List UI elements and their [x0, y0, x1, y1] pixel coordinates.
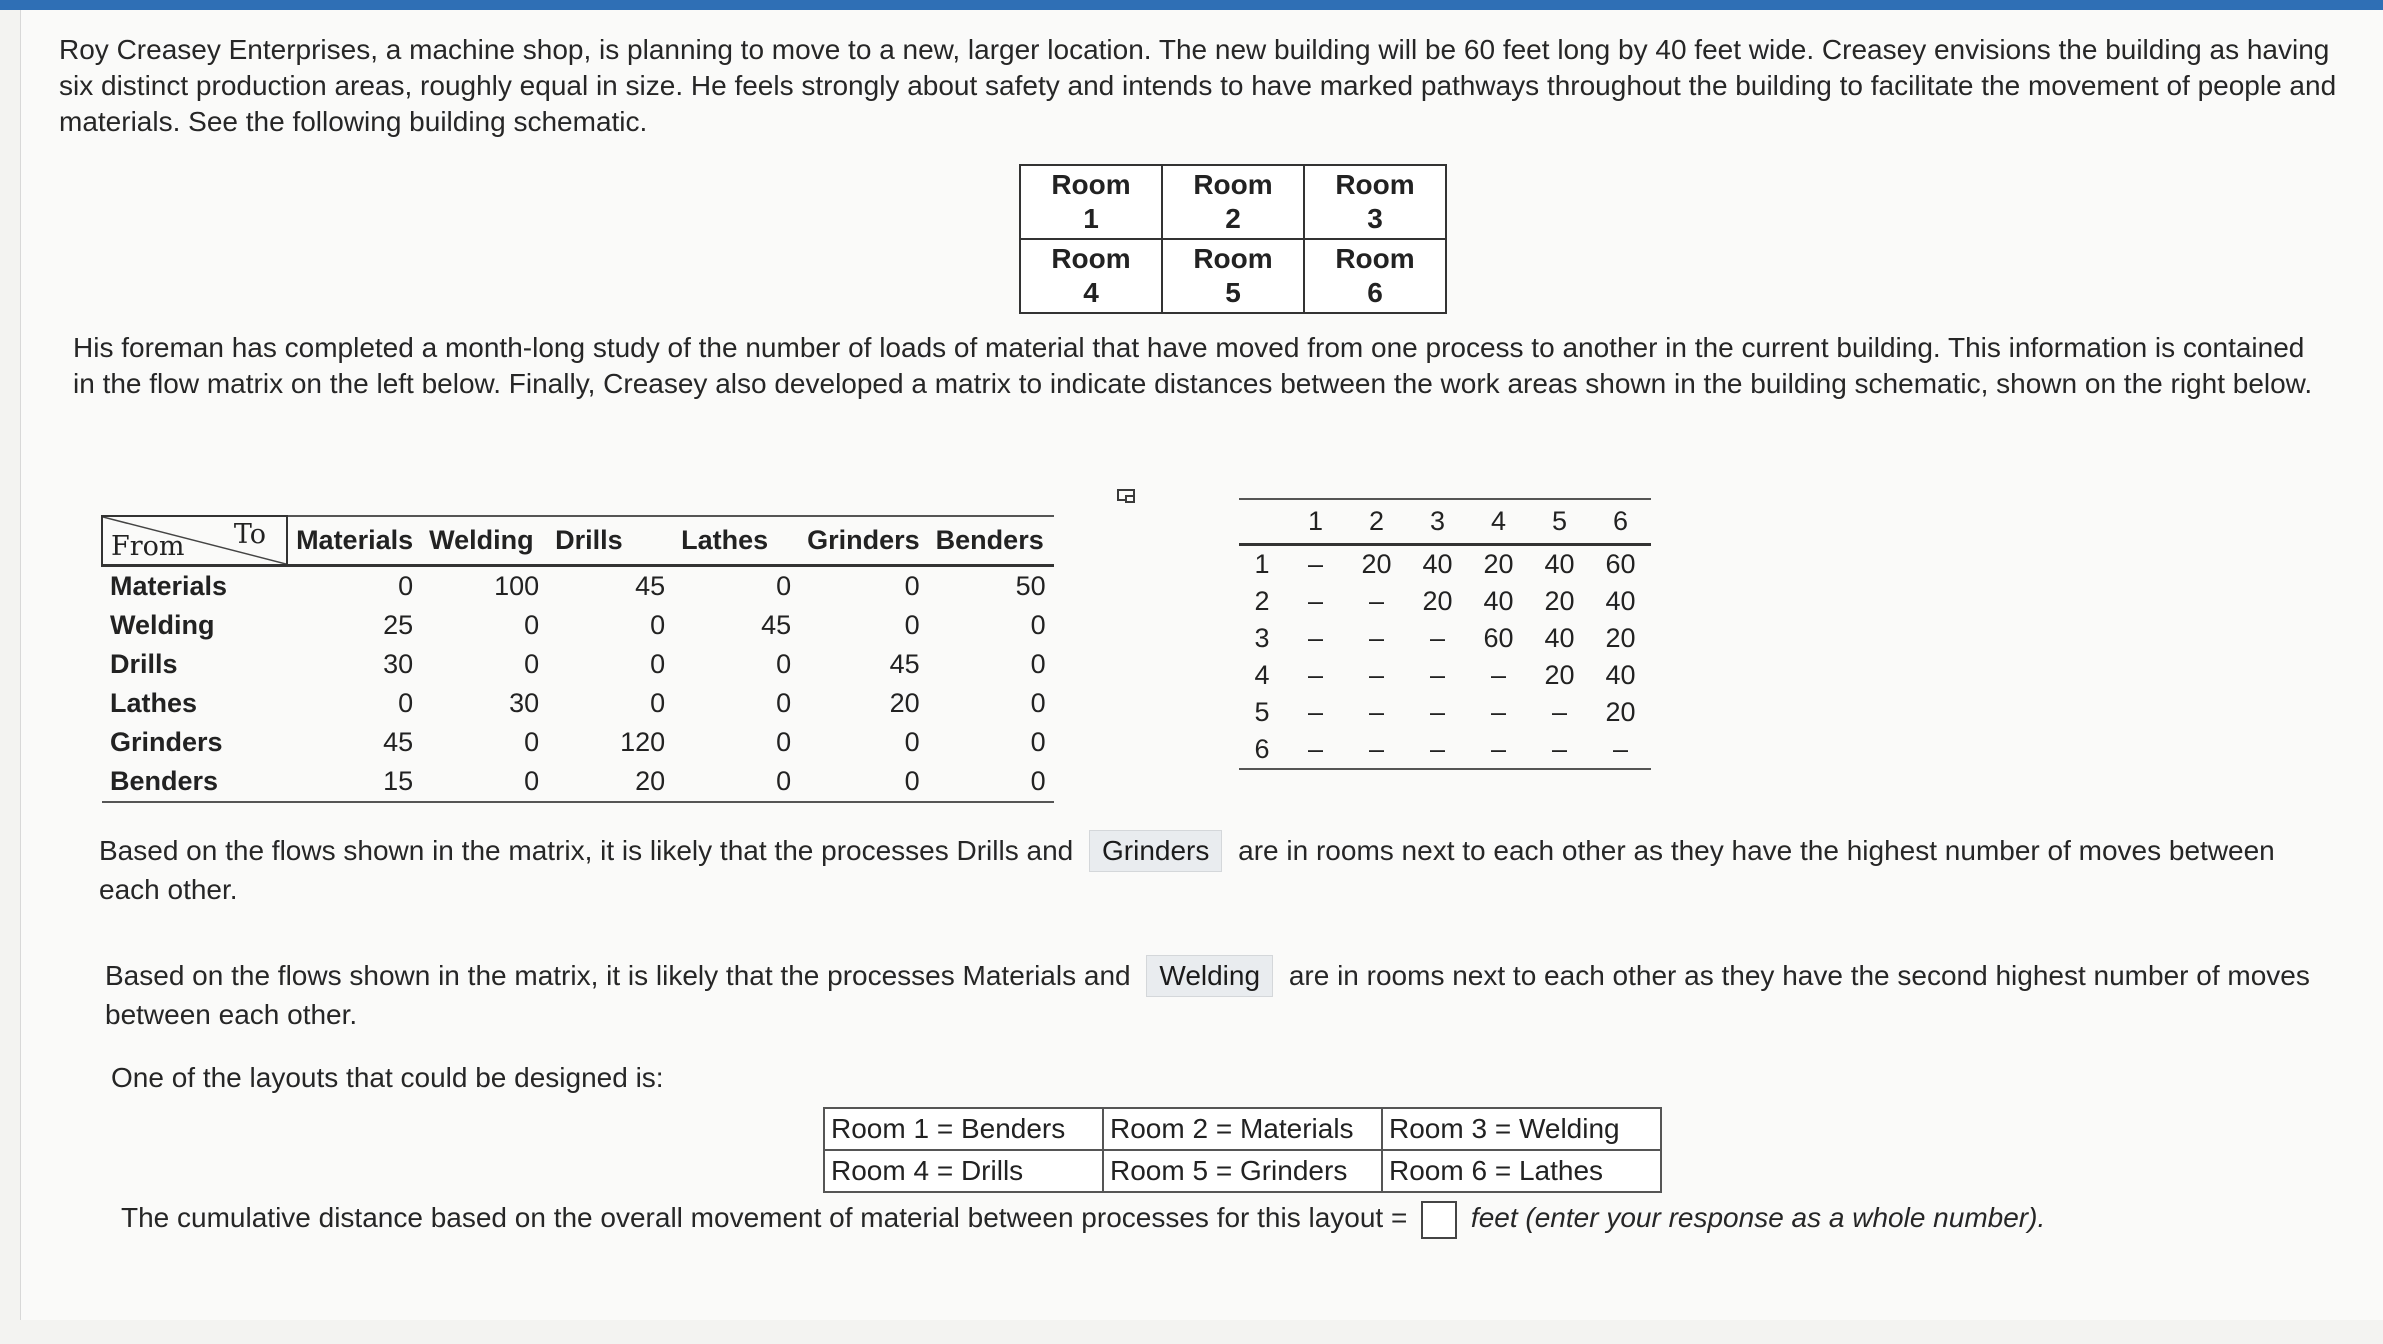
dist-cell: – — [1551, 734, 1568, 764]
q1-before-text: Based on the flows shown in the matrix, it is likely that the processes Drills and — [99, 835, 1074, 866]
q2-answer-field[interactable]: Welding — [1146, 955, 1273, 997]
dist-row — [1239, 694, 1651, 731]
flow-cell: 25 — [383, 610, 414, 640]
layouts-intro: One of the layouts that could be designed is: — [111, 1062, 664, 1093]
q1-after-text: are in rooms next to each other as they have the highest number of moves between each other. — [99, 835, 2275, 905]
flow-cell: 45 — [383, 727, 414, 757]
question-page — [20, 10, 2383, 1320]
dist-row — [1239, 731, 1651, 769]
dist-cell: – — [1490, 697, 1507, 727]
flow-cell: 0 — [524, 727, 540, 757]
dist-cell: – — [1307, 697, 1324, 727]
flow-cell: 120 — [620, 727, 666, 757]
dist-cell: – — [1307, 660, 1324, 690]
intro-paragraph: Roy Creasey Enterprises, a machine shop, is planning to move to a new, larger location. The new building will be 60 feet long by 40 feet wide. Creasey envisions the building as having six distinct production areas, roughly equal in size. He feels strongly about safety and intends to have marked pathways throughout the building to facilitate the movement of people and materials. See the following building schematic. — [59, 34, 2337, 137]
flow-cell: 20 — [889, 688, 920, 718]
dist-cell: – — [1307, 734, 1324, 764]
dist-row — [1239, 545, 1651, 584]
dist-col-header: 1 — [1307, 506, 1324, 536]
flow-col-header: Welding — [429, 525, 534, 555]
cumulative-distance-input[interactable] — [1421, 1201, 1457, 1239]
dist-cell: – — [1368, 586, 1385, 616]
dist-cell: 20 — [1605, 697, 1636, 727]
schematic-room-3: Room 3 — [1304, 165, 1446, 239]
dist-cell: – — [1612, 734, 1629, 764]
dist-col-header: 4 — [1490, 506, 1507, 536]
dist-cell: – — [1429, 660, 1446, 690]
flow-row-label: Materials — [110, 571, 228, 601]
corner-from-label: From — [111, 531, 185, 562]
flow-cell: 0 — [398, 571, 414, 601]
q2-before-text: Based on the flows shown in the matrix, it is likely that the processes Materials and — [105, 960, 1131, 991]
flow-cell: 30 — [509, 688, 540, 718]
layout-cell: Room 5 = Grinders — [1103, 1150, 1382, 1192]
flow-cell: 0 — [650, 610, 666, 640]
q1-answer-field[interactable]: Grinders — [1089, 830, 1222, 872]
corner-to-label: To — [233, 519, 267, 550]
dist-cell: 20 — [1605, 623, 1636, 653]
flow-matrix-corner — [102, 516, 287, 566]
question-1 — [99, 830, 2329, 908]
dist-col-header: 3 — [1429, 506, 1446, 536]
schematic-room-5: Room 5 — [1162, 239, 1304, 313]
layout-cell: Room 2 = Materials — [1103, 1108, 1382, 1150]
dist-cell: 20 — [1361, 549, 1392, 579]
flow-cell: 0 — [524, 649, 540, 679]
dist-cell: – — [1429, 697, 1446, 727]
flow-cell: 0 — [904, 610, 920, 640]
flow-cell: 45 — [889, 649, 920, 679]
dist-cell: – — [1368, 660, 1385, 690]
flow-cell: 45 — [761, 610, 792, 640]
dist-cell: 40 — [1483, 586, 1514, 616]
dist-cell: 20 — [1544, 586, 1575, 616]
dist-row-label: 5 — [1254, 697, 1270, 727]
flow-cell: 0 — [650, 649, 666, 679]
dist-cell: 60 — [1605, 549, 1636, 579]
dist-row — [1239, 620, 1651, 657]
maximize-icon[interactable] — [1116, 488, 1138, 504]
flow-cell: 30 — [383, 649, 414, 679]
top-accent-bar — [0, 0, 2383, 10]
flow-cell: 0 — [904, 727, 920, 757]
dist-cell: – — [1368, 734, 1385, 764]
flow-cell: 0 — [398, 688, 414, 718]
flow-cell: 0 — [776, 688, 792, 718]
dist-cell: 20 — [1544, 660, 1575, 690]
dist-cell: – — [1429, 734, 1446, 764]
flow-cell: 45 — [635, 571, 666, 601]
flow-row-drills — [102, 645, 1054, 684]
dist-cell: 20 — [1483, 549, 1514, 579]
dist-cell: – — [1307, 549, 1324, 579]
flow-row-label: Benders — [110, 766, 219, 796]
foreman-paragraph: His foreman has completed a month-long study of the number of loads of material that have moved from one process to another in the current building. This information is contained in the flow matrix on the left below. Finally, Creasey also developed a matrix to indicate distances between the work areas shown in the building schematic, shown on the right below. — [73, 332, 2313, 399]
dist-row-label: 1 — [1254, 549, 1270, 579]
flow-col-header: Materials — [296, 525, 414, 555]
flow-row-materials — [102, 566, 1054, 607]
dist-cell: 40 — [1422, 549, 1453, 579]
flow-row-label: Drills — [110, 649, 178, 679]
dist-row-label: 4 — [1254, 660, 1270, 690]
dist-cell: – — [1307, 586, 1324, 616]
flow-col-header: Benders — [935, 525, 1044, 555]
flow-cell: 0 — [776, 571, 792, 601]
dist-cell: – — [1490, 660, 1507, 690]
flow-cell: 0 — [1030, 766, 1046, 796]
dist-cell: 40 — [1544, 549, 1575, 579]
flow-cell: 15 — [383, 766, 414, 796]
dist-col-header: 6 — [1612, 506, 1629, 536]
flow-cell: 0 — [776, 727, 792, 757]
question-2 — [105, 955, 2335, 1033]
flow-row-label: Welding — [110, 610, 215, 640]
flow-row-benders — [102, 762, 1054, 802]
dist-cell: – — [1307, 623, 1324, 653]
dist-row-label: 6 — [1254, 734, 1270, 764]
flow-row-lathes — [102, 684, 1054, 723]
dist-cell: – — [1551, 697, 1568, 727]
flow-row-label: Lathes — [110, 688, 198, 718]
flow-cell: 0 — [1030, 727, 1046, 757]
dist-cell: – — [1368, 623, 1385, 653]
flow-cell: 0 — [1030, 649, 1046, 679]
flow-cell: 100 — [494, 571, 540, 601]
flow-cell: 0 — [776, 649, 792, 679]
dist-cell: – — [1368, 697, 1385, 727]
layout-table — [823, 1107, 1662, 1193]
building-schematic — [1019, 164, 1447, 314]
flow-row-welding — [102, 606, 1054, 645]
dist-cell: – — [1490, 734, 1507, 764]
dist-cell: 40 — [1544, 623, 1575, 653]
flow-cell: 0 — [1030, 610, 1046, 640]
final-after-text: feet (enter your response as a whole number). — [1470, 1202, 2046, 1233]
flow-matrix — [101, 515, 1054, 803]
layout-cell: Room 1 = Benders — [824, 1108, 1103, 1150]
dist-row — [1239, 583, 1651, 620]
q2-after-text: are in rooms next to each other as they have the second highest number of moves between each other. — [105, 960, 2310, 1030]
flow-cell: 0 — [524, 766, 540, 796]
schematic-room-2: Room 2 — [1162, 165, 1304, 239]
dist-col-header: 5 — [1551, 506, 1568, 536]
flow-row-grinders — [102, 723, 1054, 762]
dist-cell: – — [1429, 623, 1446, 653]
flow-cell: 0 — [904, 571, 920, 601]
final-question — [121, 1200, 2321, 1239]
flow-col-header: Drills — [555, 525, 623, 555]
flow-col-header: Grinders — [807, 525, 920, 555]
layout-cell: Room 6 = Lathes — [1382, 1150, 1661, 1192]
flow-cell: 0 — [1030, 688, 1046, 718]
flow-cell: 0 — [776, 766, 792, 796]
dist-cell: 20 — [1422, 586, 1453, 616]
flow-cell: 50 — [1015, 571, 1046, 601]
dist-cell: 40 — [1605, 660, 1636, 690]
flow-cell: 0 — [904, 766, 920, 796]
flow-col-header: Lathes — [681, 525, 769, 555]
dist-col-header: 2 — [1368, 506, 1385, 536]
distance-matrix — [1239, 498, 1651, 770]
dist-corner — [1239, 499, 1285, 545]
dist-row — [1239, 657, 1651, 694]
dist-row-label: 2 — [1254, 586, 1270, 616]
dist-cell: 40 — [1605, 586, 1636, 616]
flow-cell: 0 — [650, 688, 666, 718]
final-before-text: The cumulative distance based on the overall movement of material between processes for this layout = — [121, 1202, 1408, 1233]
layout-cell: Room 4 = Drills — [824, 1150, 1103, 1192]
flow-row-label: Grinders — [110, 727, 223, 757]
schematic-room-6: Room 6 — [1304, 239, 1446, 313]
flow-cell: 0 — [524, 610, 540, 640]
layout-cell: Room 3 = Welding — [1382, 1108, 1661, 1150]
flow-cell: 20 — [635, 766, 666, 796]
schematic-room-1: Room 1 — [1020, 165, 1162, 239]
dist-row-label: 3 — [1254, 623, 1270, 653]
schematic-room-4: Room 4 — [1020, 239, 1162, 313]
dist-cell: 60 — [1483, 623, 1514, 653]
